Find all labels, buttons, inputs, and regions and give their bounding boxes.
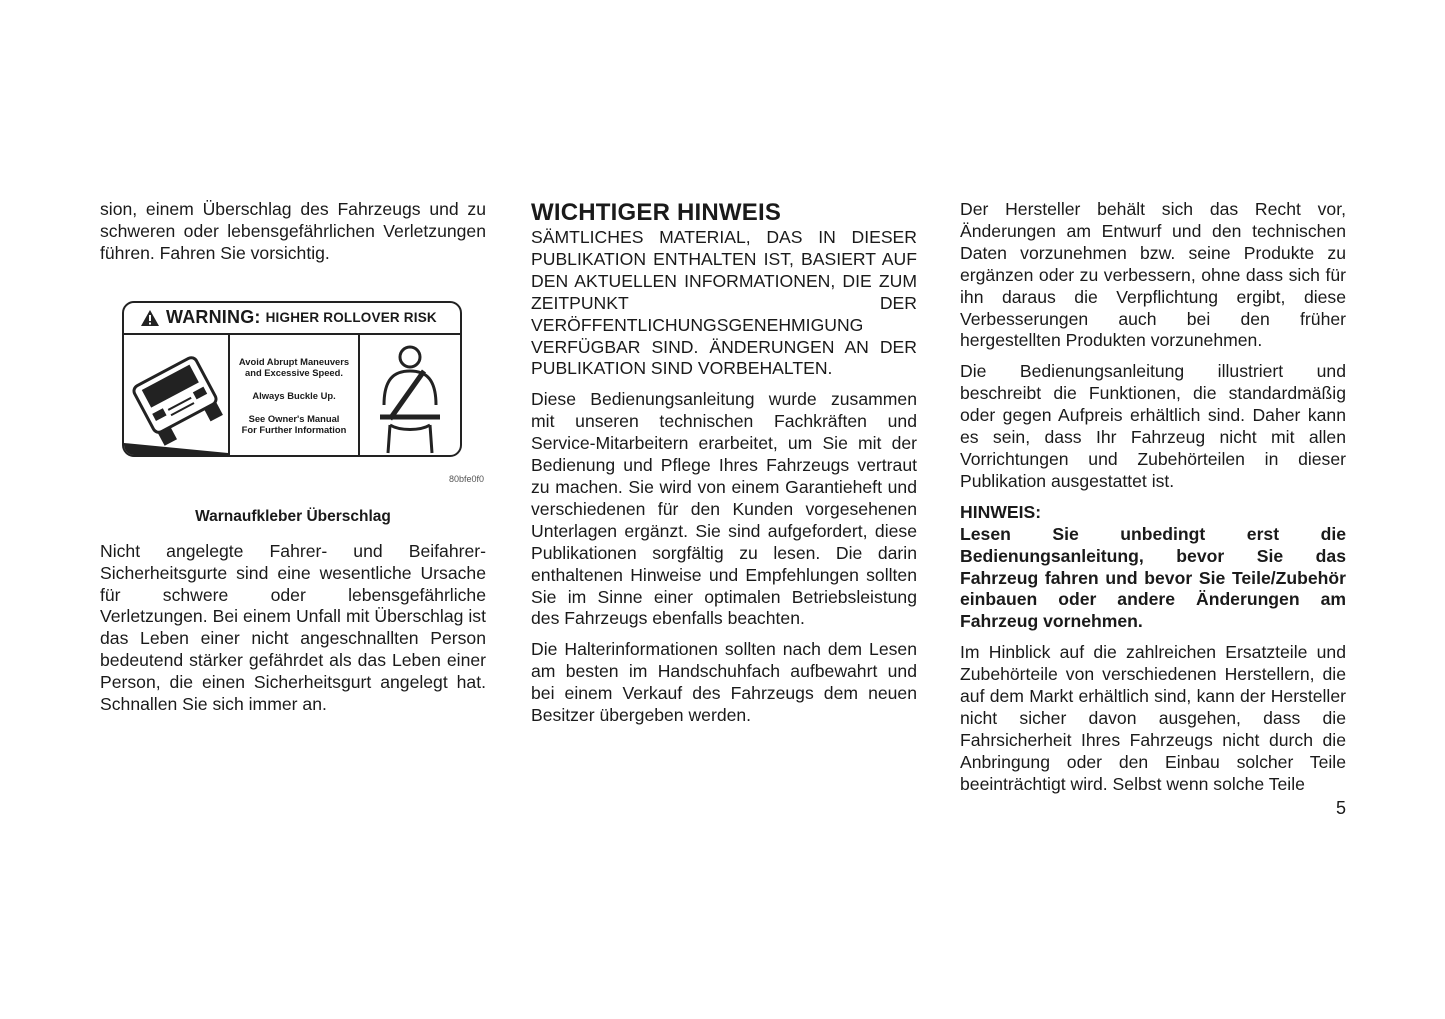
warning-label-header <box>124 303 460 335</box>
warning-label <box>122 301 462 457</box>
paragraph-manufacturer-rights: Der Hersteller behält sich das Recht vor, Änderungen am Entwurf und den technischen Daten vorzunehmen bzw. seine Produkte zu ergänzen oder zu verbessern, ohne dass sich für ihn daraus die Verpflichtung ergibt, diese Verbesserungen auch bei den früher hergestellten Produkten vorzunehmen. <box>960 199 1346 351</box>
warning-word: WARNING: <box>166 307 261 328</box>
paragraph-spare-parts: Im Hinblick auf die zahlreichen Ersatzteile und Zubehörteile von verschiedenen Herstellern, die auf dem Markt erhältlich sind, kann der Hersteller nicht sicher davon ausgehen, dass die Fahrsicherheit Ihres Fahrzeugs nicht durch die Anbringung oder den Einbau solcher Teile beeinträchtigt wird. Selbst wenn solche Teile <box>960 642 1346 794</box>
warning-risk-text: HIGHER ROLLOVER RISK <box>265 310 437 326</box>
instruction-line-5: For Further Information <box>241 424 347 436</box>
column-left <box>100 199 486 716</box>
seatbelt-person-icon <box>360 335 460 457</box>
instruction-line-2: and Excessive Speed. <box>245 367 343 379</box>
instruction-line-1: Avoid Abrupt Maneuvers <box>238 356 350 368</box>
column-middle <box>531 199 917 727</box>
warning-instructions <box>230 335 360 457</box>
seatbelt-illustration <box>360 335 460 457</box>
paragraph-manual-intro: Diese Bedienungsanleitung wurde zusammen mit unseren technischen Fachkräften und Service-Mitarbeitern erarbeitet, um Sie mit der Bedienung und Pflege Ihres Fahrzeugs vertraut zu machen. Sie wird von einem Garantieheft und verschiedenen für den Kunden vorgesehenen Unterlagen ergänzt. Sie sind aufgefordert, diese Publikationen sorgfältig zu lesen. Die darin enthaltenen Hinweise und Empfehlungen sollten Sie im Sinne einer optimalen Betriebsleistung des Fahrzeugs ebenfalls beachten. <box>531 389 917 629</box>
note-label: HINWEIS: <box>960 501 1042 522</box>
figure-caption: Warnaufkleber Überschlag <box>195 507 391 525</box>
warning-label-figure <box>100 289 486 507</box>
warning-triangle-icon <box>140 309 160 327</box>
rollover-vehicle-illustration <box>124 335 230 457</box>
column-right <box>960 199 1346 796</box>
rollover-vehicle-icon <box>124 335 228 457</box>
paragraph-seatbelt: Nicht angelegte Fahrer- und Beifahrer-Sicherheitsgurte sind eine wesentliche Ursache für schwere oder lebensgefährliche Verletzungen. Bei einem Unfall mit Überschlag ist das Leben einer nicht angeschnallten Person bedeutend stärker gefährdet als das Leben einer Person, die einen Sicherheitsgurt angelegt hat. Schnallen Sie sich immer an. <box>100 540 486 715</box>
section-title: WICHTIGER HINWEIS <box>531 199 782 226</box>
figure-code: 80bfe0f0 <box>448 473 484 484</box>
instruction-line-3: Always Buckle Up. <box>252 390 336 402</box>
paragraph-owner-info: Die Halterinformationen sollten nach dem Lesen am besten im Handschuhfach aufbewahrt und bei einem Verkauf des Fahrzeugs dem neuen Besitzer übergeben werden. <box>531 639 917 726</box>
instruction-line-4: See Owner's Manual <box>248 413 340 425</box>
paragraph-rollover-intro: sion, einem Überschlag des Fahrzeugs und zu schweren oder lebensgefährlichen Verletzungen führen. Fahren Sie vorsichtig. <box>100 199 486 263</box>
caps-notice: SÄMTLICHES MATERIAL, DAS IN DIESER PUBLIKATION ENTHALTEN IST, BASIERT AUF DEN AKTUELLEN INFORMATIONEN, DIE ZUM ZEITPUNKT DER VERÖFFENTLICHUNGSGENEHMIGUNG VERFÜGBAR SIND. ÄNDERUNGEN AN DER PUBLIKATION SIND VORBEHALTEN. <box>531 227 917 379</box>
paragraph-manual-illustrates: Die Bedienungsanleitung illustriert und beschreibt die Funktionen, die standardmäßig oder gegen Aufpreis erhältlich sind. Daher kann es sein, dass Ihr Fahrzeug nicht mit allen Vorrichtungen und Zubehörteilen in dieser Publikation ausgestattet ist. <box>960 361 1346 491</box>
page-number: 5 <box>1335 798 1346 818</box>
note-text: Lesen Sie unbedingt erst die Bedienungsanleitung, bevor Sie das Fahrzeug fahren und bevor Sie Teile/Zubehör einbauen oder andere Änderungen am Fahrzeug vornehmen. <box>960 523 1346 632</box>
